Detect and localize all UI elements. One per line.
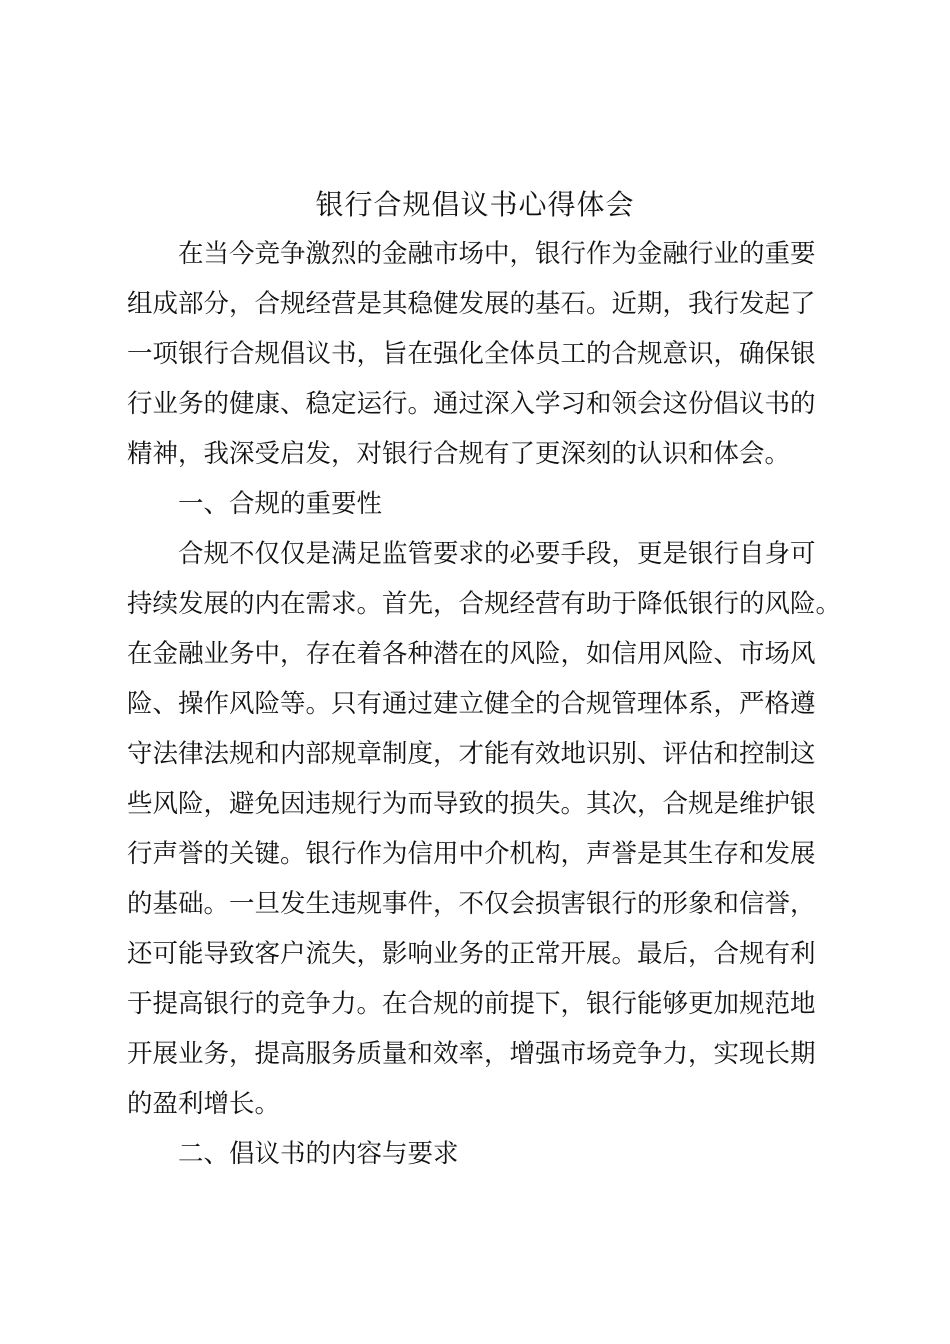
section-heading-2: 二、倡议书的内容与要求 <box>178 1139 459 1169</box>
paragraph-2-line-12: 的盈利增长。 <box>127 1089 281 1119</box>
paragraph-2-line-11: 开展业务，提高服务质量和效率，增强市场竞争力，实现长期 <box>127 1039 816 1069</box>
section-heading-1: 一、合规的重要性 <box>178 489 383 519</box>
paragraph-2-line-9: 还可能导致客户流失，影响业务的正常开展。最后，合规有利 <box>127 939 816 969</box>
paragraph-2-line-1: 合规不仅仅是满足监管要求的必要手段，更是银行自身可 <box>178 539 816 569</box>
paragraph-1-line-5: 精神，我深受启发，对银行合规有了更深刻的认识和体会。 <box>127 439 791 469</box>
paragraph-2-line-7: 行声誉的关键。银行作为信用中介机构，声誉是其生存和发展 <box>127 839 816 869</box>
paragraph-2-line-3: 在金融业务中，存在着各种潜在的风险，如信用风险、市场风 <box>127 639 816 669</box>
paragraph-2-line-5: 守法律法规和内部规章制度，才能有效地识别、评估和控制这 <box>127 739 816 769</box>
paragraph-1-line-1: 在当今竞争激烈的金融市场中，银行作为金融行业的重要 <box>178 239 816 269</box>
paragraph-2-line-2: 持续发展的内在需求。首先，合规经营有助于降低银行的风险。 <box>127 589 842 619</box>
paragraph-1-line-3: 一项银行合规倡议书，旨在强化全体员工的合规意识，确保银 <box>127 339 816 369</box>
paragraph-1-line-4: 行业务的健康、稳定运行。通过深入学习和领会这份倡议书的 <box>127 389 816 419</box>
paragraph-2-line-6: 些风险，避免因违规行为而导致的损失。其次，合规是维护银 <box>127 789 816 819</box>
paragraph-2-line-10: 于提高银行的竞争力。在合规的前提下，银行能够更加规范地 <box>127 989 816 1019</box>
paragraph-1-line-2: 组成部分，合规经营是其稳健发展的基石。近期，我行发起了 <box>127 289 816 319</box>
paragraph-2-line-8: 的基础。一旦发生违规事件，不仅会损害银行的形象和信誉， <box>127 889 816 919</box>
document-title: 银行合规倡议书心得体会 <box>315 188 635 221</box>
paragraph-2-line-4: 险、操作风险等。只有通过建立健全的合规管理体系，严格遵 <box>127 689 816 719</box>
